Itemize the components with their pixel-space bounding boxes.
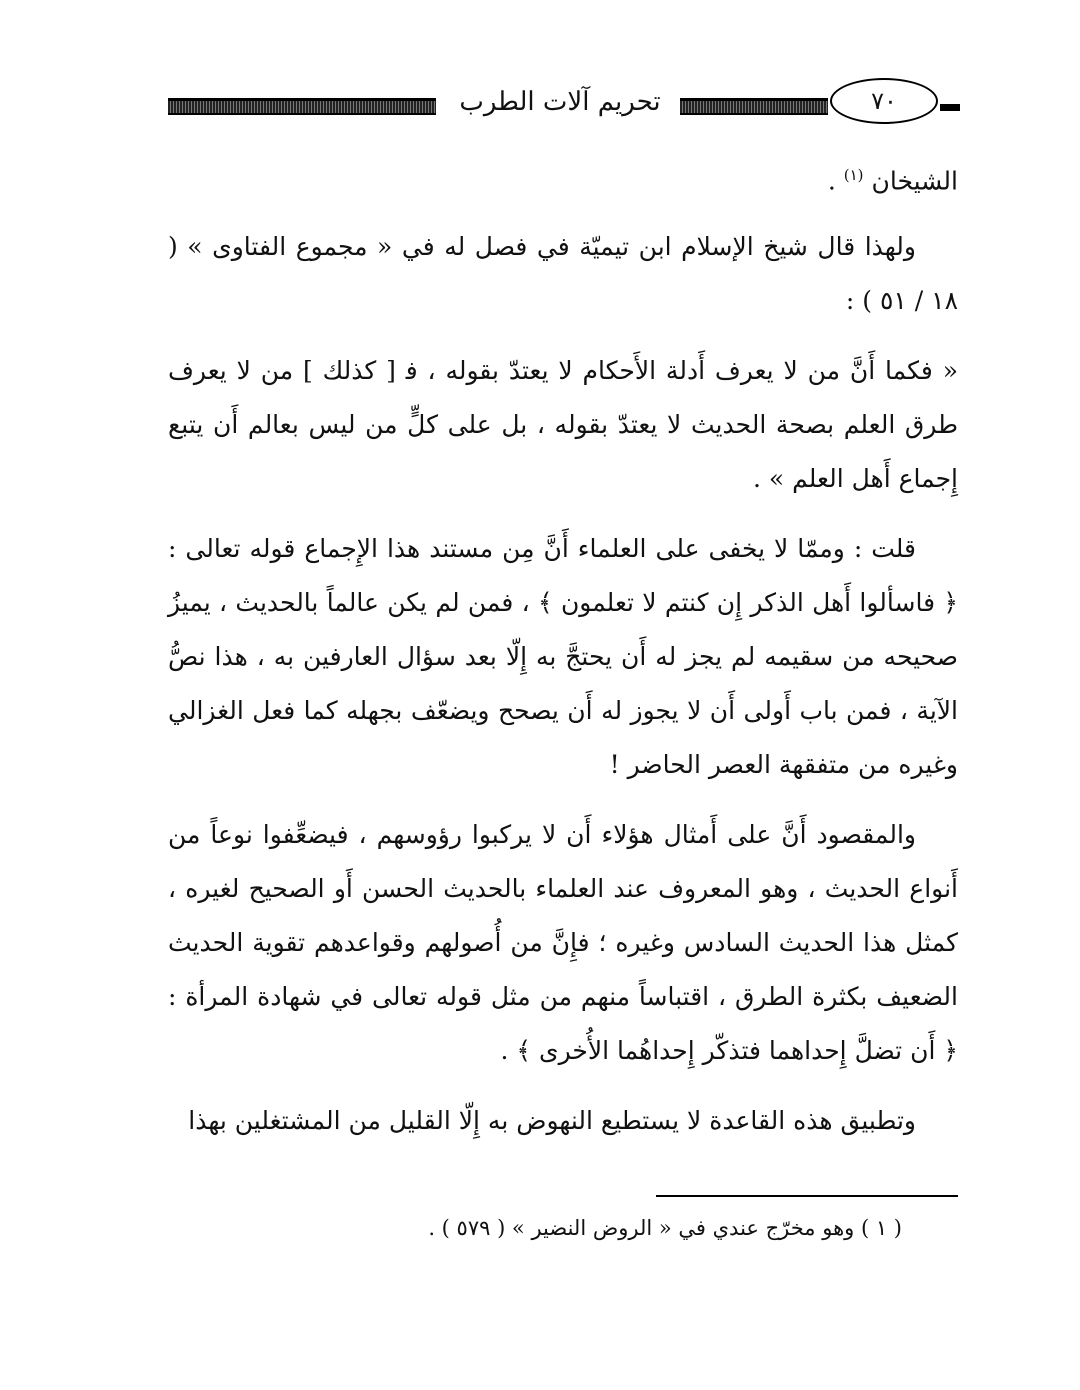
paragraph-4: قلت : وممّا لا يخفى على العلماء أَنَّ مِن مستند هذا الإِجماع قوله تعالى : ﴿ فاسألوا أَهل الذكر إِن كنتم لا تعلمون ﴾ ، فمن لم يكن عالماً بالحديث ، يميزُ صحيحه من سقيمه لم يجز له أَن يحتجَّ به إِلّا بعد سؤال العارفين به ، هذا نصُّ الآية ، فمن باب أَولى أَن لا يجوز له أَن يصحح ويضعّف بجهله كما فعل الغزالي وغيره من متفقهة العصر الحاضر !: [168, 534, 958, 780]
header-rule-middle: [680, 98, 828, 115]
page-number-oval: [830, 78, 938, 124]
paragraph-1-text: الشيخان: [871, 166, 958, 196]
footnote: ( ١ ) وهو مخرّج عندي في « الروض النضير » ( ٥٧٩ ) .: [428, 1216, 902, 1240]
paragraph-6: وتطبيق هذه القاعدة لا يستطيع النهوض به إِلّا القليل من المشتغلين بهذا: [188, 1106, 916, 1136]
paragraph-5: والمقصود أَنَّ على أَمثال هؤلاء أَن لا يركبوا رؤوسهم ، فيضعِّفوا نوعاً من أَنواع الحديث ، وهو المعروف عند العلماء بالحديث الحسن أَو الصحيح لغيره ، كمثل هذا الحديث السادس وغيره ؛ فإِنَّ من أُصولهم وقواعدهم تقوية الحديث الضعيف بكثرة الطرق ، اقتباساً منهم من مثل قوله تعالى في شهادة المرأة : ﴿ أَن تضلَّ إِحداهما فتذكّر إِحداهُما الأُخرى ﴾ .: [168, 820, 958, 1066]
paragraph-1-tail: .: [827, 166, 844, 196]
running-title: تحريم آلات الطرب: [459, 87, 661, 117]
running-header: [168, 78, 960, 128]
body-text: [168, 148, 958, 1164]
paragraph-2: ولهذا قال شيخ الإسلام ابن تيميّة في فصل له في « مجموع الفتاوى » ( ١٨ / ٥١ ) :: [168, 232, 958, 316]
footnote-reference: (١): [843, 166, 864, 184]
footnote-separator: [656, 1195, 958, 1197]
paragraph-1: [168, 148, 958, 208]
page-number: ٧٠: [871, 87, 897, 115]
header-rule-right: [940, 104, 960, 111]
header-rule-left: [168, 98, 436, 115]
paragraph-3-quote: « فكما أَنَّ من لا يعرف أَدلة الأَحكام لا يعتدّ بقوله ، ﻓ [ كذلك ] من لا يعرف طرق العلم بصحة الحديث لا يعتدّ بقوله ، بل على كلٍّ من ليس بعالم أَن يتبع إِجماع أَهل العلم » .: [168, 356, 958, 494]
